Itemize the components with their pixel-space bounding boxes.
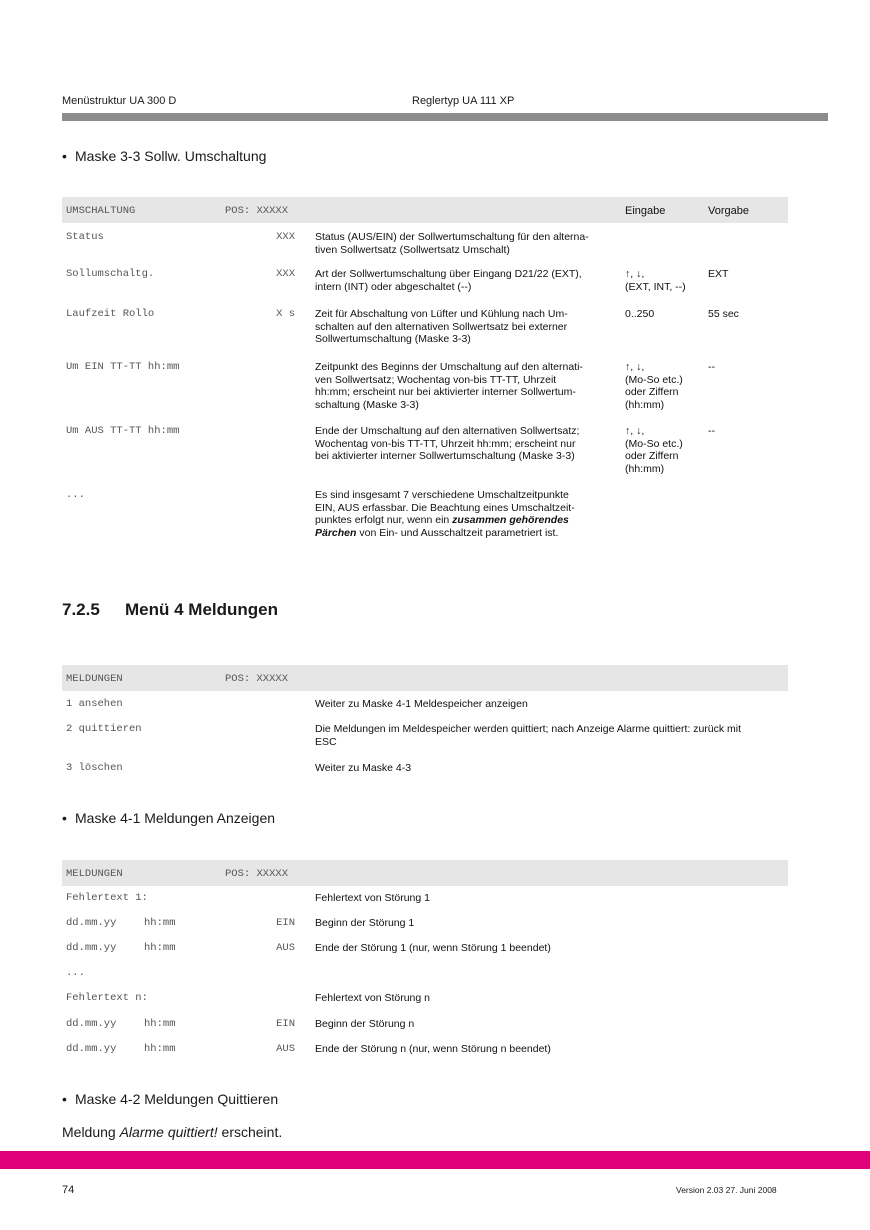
description-line: schalten auf den alternativen Sollwertsatz bei externer [315,320,568,333]
header-eingabe: Eingabe [625,205,666,217]
bullet-mask-3-3: • Maske 3-3 Sollw. Umschaltung [62,148,267,164]
eingabe-line: (Mo-So etc.) [625,437,683,450]
row-label: Laufzeit Rollo [66,308,155,320]
description-line: ven Sollwertsatz; Wochentag von-bis TT-TT, Uhrzeit [315,373,557,386]
eingabe-line: 0..250 [625,308,655,320]
row-vorgabe: EXT [708,268,729,280]
eingabe-line: ↑, ↓, [625,268,645,280]
bullet-dot: • [62,810,67,826]
item-label: 1 ansehen [66,698,123,710]
item-description [315,762,785,775]
bullet-mask-4-1: • Maske 4-1 Meldungen Anzeigen [62,810,276,826]
row-time: hh:mm [144,1043,176,1055]
description-line: Zeitpunkt des Beginns der Umschaltung auf den alternati- [315,361,583,373]
row-description [315,308,617,346]
row-label: dd.mm.yy [66,942,117,954]
description-line: schaltung (Maske 3-3) [315,398,419,411]
row-label: dd.mm.yy [66,1043,117,1055]
description-line: hh:mm; erscheint nur bei aktivierter interner Sollwertum- [315,386,576,399]
description-line: Ende der Umschaltung auf den alternativen Sollwertsatz; [315,425,580,437]
row-description [315,425,617,463]
row-eingabe [625,308,705,321]
row-status: AUS [276,942,295,954]
description-line: Art der Sollwertumschaltung über Eingang D21/22 (EXT), [315,268,582,280]
row-time: hh:mm [144,917,176,929]
bullet-dot: • [62,1091,67,1107]
row-description [315,231,617,256]
description-line: ESC [315,735,337,748]
row-description: Fehlertext von Störung n [315,992,430,1004]
item-description [315,698,785,711]
row-value: XXX [276,231,295,243]
section-heading: Menü 4 Meldungen [125,600,278,619]
row-label: Fehlertext n: [66,992,148,1004]
row-label: Status [66,231,104,243]
section-number: 7.2.5 [62,600,100,619]
row-description: Es sind insgesamt 7 verschiedene Umschaltzeitpunkte EIN, AUS erfassbar. Die Beachtung eines Umschaltzeit- punktes erfolgt nur, wenn ein zusammen gehörendes Pärchen von Ein- und Ausschaltzeit parametriert ist. [315,489,575,539]
description-line: Wochentag von-bis TT-TT, Uhrzeit hh:mm; erscheint nur [315,437,576,450]
row-status: EIN [276,1018,295,1030]
description-line: Zeit für Abschaltung von Lüfter und Kühlung nach Um- [315,308,568,320]
row-label: Fehlertext 1: [66,892,148,904]
eingabe-line: (EXT, INT, --) [625,280,686,293]
header-pos: POS: XXXXX [225,205,289,217]
eingabe-line: (hh:mm) [625,462,665,475]
section-title [62,600,278,620]
item-description [315,723,785,748]
eingabe-line: (hh:mm) [625,398,665,411]
header-left: Menüstruktur UA 300 D [62,95,177,107]
page-number: 74 [62,1184,75,1196]
header-label: MELDUNGEN [66,868,123,880]
row-vorgabe: 55 sec [708,308,739,320]
header-divider [62,113,828,121]
table-header-umschaltung [62,197,788,223]
row-eingabe [625,425,705,475]
header-pos: POS: XXXXX [225,868,289,880]
description-line: bei aktivierter interner Sollwertumschaltung (Maske 3-3) [315,450,575,463]
header-label: UMSCHALTUNG [66,205,136,217]
eingabe-line: (Mo-So etc.) [625,373,683,386]
header-pos: POS: XXXXX [225,673,289,685]
row-description: Beginn der Störung 1 [315,917,415,929]
row-description: Beginn der Störung n [315,1018,415,1030]
version-info: Version 2.03 27. Juni 2008 [676,1185,777,1195]
row-time: hh:mm [144,1018,176,1030]
row-description: Ende der Störung n (nur, wenn Störung n beendet) [315,1043,551,1055]
description-line: Die Meldungen im Meldespeicher werden quittiert; nach Anzeige Alarme quittiert: zurück mit [315,723,742,735]
table-header-menu4 [62,665,788,691]
eingabe-line: oder Ziffern [625,450,679,463]
row-description: Fehlertext von Störung 1 [315,892,430,904]
description-line: intern (INT) oder abgeschaltet (--) [315,280,472,293]
row-vorgabe: -- [708,425,715,437]
row-description [315,268,617,293]
row-status: EIN [276,917,295,929]
row-label: ... [66,489,85,501]
row-value: XXX [276,268,295,280]
footer-bar [0,1151,870,1169]
item-label: 2 quittieren [66,723,142,735]
description-line: Weiter zu Maske 4-3 [315,762,412,774]
row-label: dd.mm.yy [66,917,117,929]
row-label: Sollumschaltg. [66,268,155,280]
row-label: dd.mm.yy [66,1018,117,1030]
item-label: 3 löschen [66,762,123,774]
bullet-dot: • [62,148,67,164]
description-line: Status (AUS/EIN) der Sollwertumschaltung für den alterna- [315,231,589,243]
row-time: hh:mm [144,942,176,954]
row-label: Um AUS TT-TT hh:mm [66,425,180,437]
row-value: X s [276,308,295,320]
eingabe-line: ↑, ↓, [625,425,645,437]
row-label: ... [66,967,85,979]
row-description [315,361,617,411]
header-label: MELDUNGEN [66,673,123,685]
mask42-text: Meldung Alarme quittiert! erscheint. [62,1124,283,1140]
row-eingabe [625,361,705,411]
header-center: Reglertyp UA 111 XP [412,95,515,107]
table-header-mask41 [62,860,788,886]
eingabe-line: oder Ziffern [625,386,679,399]
row-eingabe [625,268,705,293]
eingabe-line: ↑, ↓, [625,361,645,373]
row-status: AUS [276,1043,295,1055]
description-line: Weiter zu Maske 4-1 Meldespeicher anzeigen [315,698,528,710]
row-description: Ende der Störung 1 (nur, wenn Störung 1 beendet) [315,942,551,954]
header-vorgabe: Vorgabe [708,205,749,217]
description-line: tiven Sollwertsatz (Sollwertsatz Umschalt) [315,243,510,256]
bullet-mask-4-2: • Maske 4-2 Meldungen Quittieren [62,1091,279,1107]
row-label: Um EIN TT-TT hh:mm [66,361,180,373]
row-vorgabe: -- [708,361,715,373]
description-line: Sollwertumschaltung (Maske 3-3) [315,333,471,346]
